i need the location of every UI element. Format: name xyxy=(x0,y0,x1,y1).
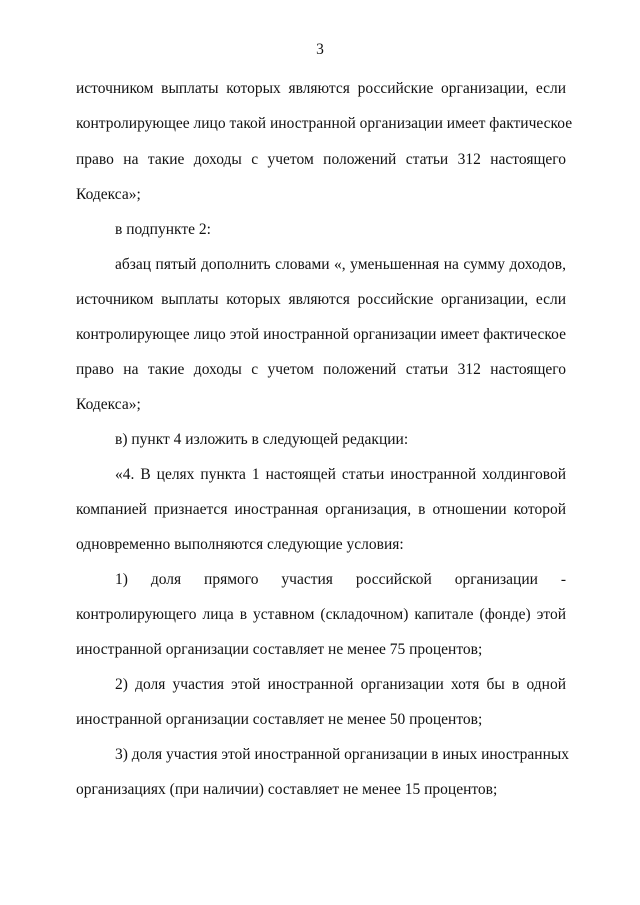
text-line: контролирующего лица в уставном (складочном) капитале (фонде) этой xyxy=(76,606,566,623)
text-line: иностранной организации составляет не менее 50 процентов; xyxy=(76,711,483,728)
text-line: 3) доля участия этой иностранной организации в иных иностранных xyxy=(115,746,570,763)
text-line: иностранной организации составляет не менее 75 процентов; xyxy=(76,641,483,658)
text-line: Кодекса»; xyxy=(76,186,141,203)
text-line: источником выплаты которых являются российские организации, если xyxy=(76,80,566,97)
text-line: 2) доля участия этой иностранной организации хотя бы в одной xyxy=(115,676,566,693)
text-line: контролирующее лицо этой иностранной организации имеет фактическое xyxy=(76,326,566,343)
text-line: абзац пятый дополнить словами «, уменьшенная на сумму доходов, xyxy=(115,256,566,273)
text-line: источником выплаты которых являются российские организации, если xyxy=(76,291,566,308)
text-line: одновременно выполняются следующие условия: xyxy=(76,536,404,553)
text-line: организациях (при наличии) составляет не менее 15 процентов; xyxy=(76,781,498,798)
text-line: контролирующее лицо такой иностранной организации имеет фактическое xyxy=(76,115,573,132)
text-line: Кодекса»; xyxy=(76,396,141,413)
text-line: в подпункте 2: xyxy=(115,221,211,238)
text-line: компанией признается иностранная организация, в отношении которой xyxy=(76,501,566,518)
text-line: «4. В целях пункта 1 настоящей статьи иностранной холдинговой xyxy=(115,466,566,483)
text-line: право на такие доходы с учетом положений статьи 312 настоящего xyxy=(76,151,566,168)
page-number: 3 xyxy=(316,41,324,58)
text-line: право на такие доходы с учетом положений статьи 312 настоящего xyxy=(76,361,566,378)
text-line: 1) доля прямого участия российской организации - xyxy=(115,571,566,588)
text-line: в) пункт 4 изложить в следующей редакции: xyxy=(115,431,409,448)
